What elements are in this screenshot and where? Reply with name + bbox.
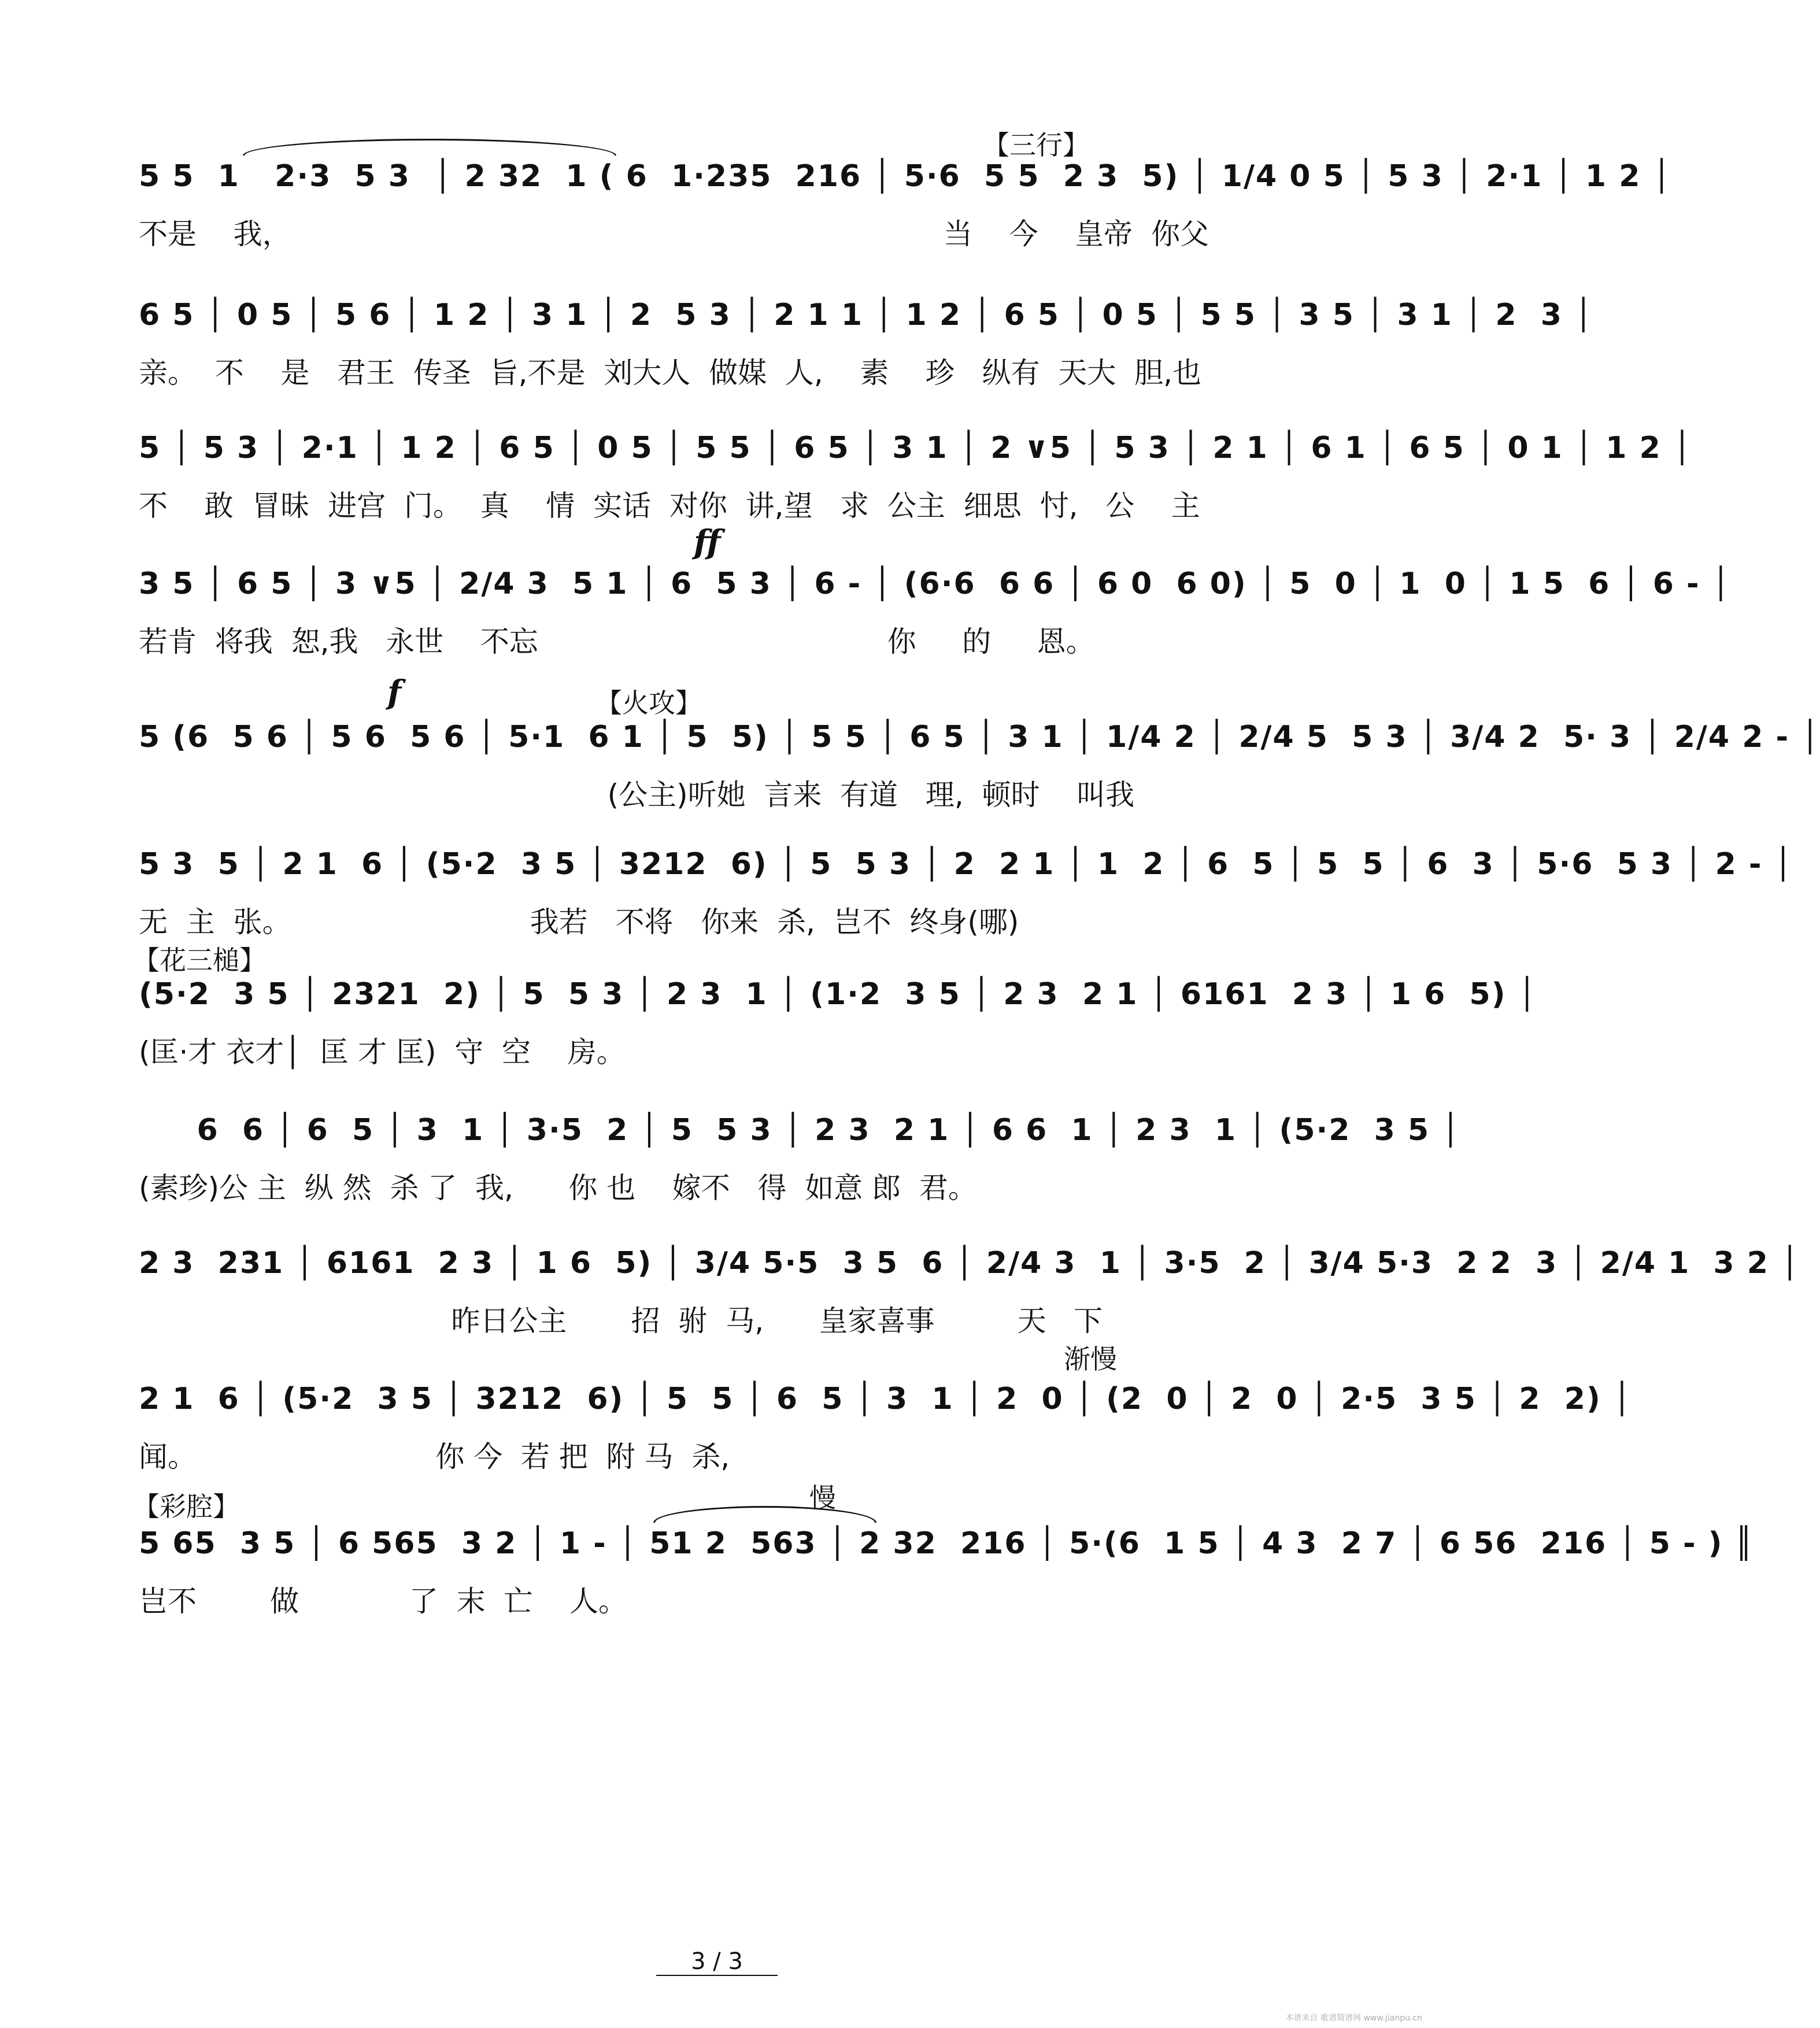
lyric-line: 无 主 张。 我若 不将 你来 杀, 岂不 终身(哪)	[139, 905, 1019, 939]
lyric-line: (匡·才 衣才│ 匡 才 匡) 守 空 房。	[139, 1035, 626, 1069]
lyric-line: 不是 我， 当 今 皇帝 你父	[139, 217, 1209, 251]
notation-line: 6 5 │ 0 5 │ 5 6 │ 1 2 │ 3 1 │ 2 5 3 │ 2 1 1 │ 1 2 │ 6 5 │ 0 5 │ 5 5 │ 3 5 │ 3 1 │ 2 3 │	[139, 298, 1594, 332]
watermark: 本谱来自 歌谱简谱网 www.jianpu.cn	[1285, 2014, 1422, 2023]
lyric-line: 亲。 不 是 君王 传圣 旨,不是 刘大人 做媒 人, 素 珍 纵有 天大 胆,也	[139, 356, 1202, 390]
dynamic-marking: ff	[694, 523, 721, 561]
notation-line: 2 1 6 │ (5·2 3 5 │ 3212 6) │ 5 5 │ 6 5 │ 3 1 │ 2 0 │ (2 0 │ 2 0 │ 2·5 3 5 │ 2 2) │	[139, 1382, 1633, 1416]
notation-line: 6 6 │ 6 5 │ 3 1 │ 3·5 2 │ 5 5 3 │ 2 3 2 1 │ 6 6 1 │ 2 3 1 │ (5·2 3 5 │	[139, 1113, 1461, 1148]
lyric-line: 昨日公主 招 驸 马, 皇家喜事 天 下	[139, 1304, 1103, 1338]
page-number: 3 / 3	[0, 1948, 1434, 1975]
slur	[653, 1506, 876, 1523]
notation-line: 5 5 1 2·3 5 3 │ 2 32 1 ( 6 1·235 216 │ 5·6 5 5 2 3 5) │ 1/4 0 5 │ 5 3 │ 2·1 │ 1 2 │	[139, 159, 1672, 194]
notation-line: (5·2 3 5 │ 2321 2) │ 5 5 3 │ 2 3 1 │ (1·2 3 5 │ 2 3 2 1 │ 6161 2 3 │ 1 6 5) │	[139, 977, 1537, 1012]
section-label: 【火攻】	[595, 687, 702, 719]
lyric-line: 闻。 你 今 若 把 附 马 杀,	[139, 1440, 730, 1474]
tempo-marking: 慢	[809, 1482, 836, 1513]
notation-line: 3 5 │ 6 5 │ 3 ∨5 │ 2/4 3 5 1 │ 6 5 3 │ 6 - │ (6·6 6 6 │ 6 0 6 0) │ 5 0 │ 1 0 │ 1 5 6 │ 6 - │	[139, 567, 1732, 601]
notation-line: 5 (6 5 6 │ 5 6 5 6 │ 5·1 6 1 │ 5 5) │ 5 5 │ 6 5 │ 3 1 │ 1/4 2 │ 2/4 5 5 3 │ 3/4 2 5· 3 │ 2/4 2 - │	[139, 720, 1820, 754]
notation-line: 2 3 231 │ 6161 2 3 │ 1 6 5) │ 3/4 5·5 3 5 6 │ 2/4 3 1 │ 3·5 2 │ 3/4 5·3 2 2 3 │ 2/4 1 3 2 │	[139, 1246, 1800, 1281]
section-label: 【花三槌】	[133, 945, 266, 976]
section-label: 【彩腔】	[133, 1491, 239, 1522]
tempo-marking: 渐慢	[1064, 1344, 1117, 1375]
dynamic-marking: f	[387, 673, 402, 712]
section-label: 【三行】	[983, 129, 1089, 161]
lyric-line: (素珍)公 主 纵 然 杀 了 我, 你 也 嫁不 得 如意 郎 君。	[139, 1171, 977, 1205]
notation-line: 5 3 5 │ 2 1 6 │ (5·2 3 5 │ 3212 6) │ 5 5 3 │ 2 2 1 │ 1 2 │ 6 5 │ 5 5 │ 6 3 │ 5·6 5 3 │ 2 - │	[139, 847, 1793, 882]
lyric-line: 岂不 做 了 末 亡 人。	[139, 1585, 628, 1618]
notation-line: 5 65 3 5 │ 6 565 3 2 │ 1 - │ 51 2 563 │ 2 32 216 │ 5·(6 1 5 │ 4 3 2 7 │ 6 56 216 │ 5 - ) ║	[139, 1526, 1754, 1561]
lyric-line: (公主)听她 言来 有道 理, 顿时 叫我	[139, 778, 1135, 812]
slur	[243, 139, 616, 156]
notation-line: 5 │ 5 3 │ 2·1 │ 1 2 │ 6 5 │ 0 5 │ 5 5 │ 6 5 │ 3 1 │ 2 ∨5 │ 5 3 │ 2 1 │ 6 1 │ 6 5 │ 0 1 │ 1 2 │	[139, 431, 1693, 465]
lyric-line: 不 敢 冒昧 进宫 门。 真 情 实话 对你 讲,望 求 公主 细思 忖, 公 主	[139, 489, 1200, 523]
lyric-line: 若肯 将我 恕,我 永世 不忘 你 的 恩。	[139, 625, 1095, 658]
